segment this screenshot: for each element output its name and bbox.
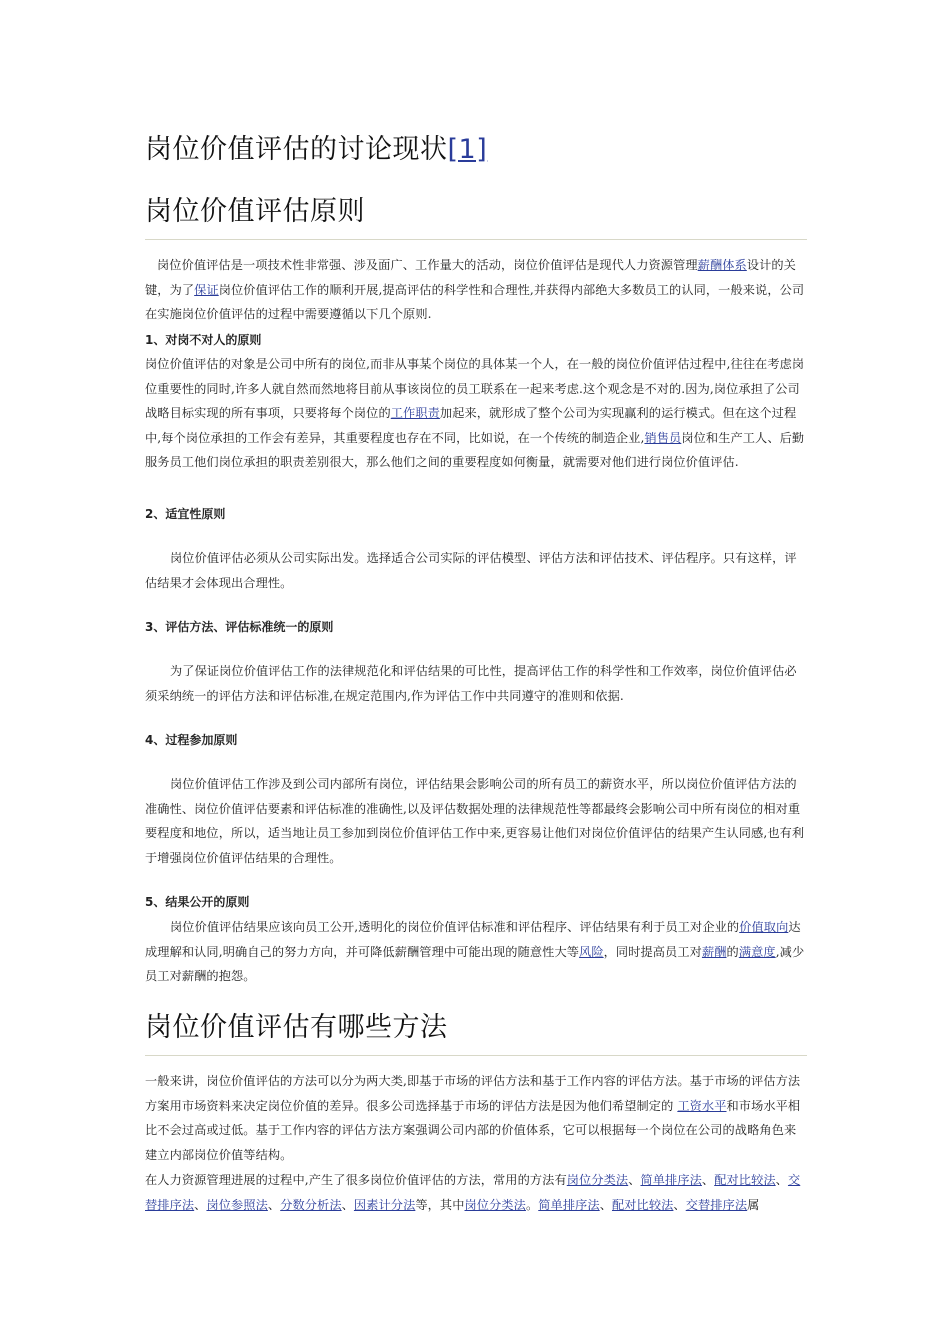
principle-3-heading: 3、评估方法、评估标准统一的原则 <box>145 620 334 634</box>
link-factor-scoring[interactable]: 因素计分法 <box>353 1197 416 1212</box>
link-salesperson[interactable]: 销售员 <box>644 430 682 445</box>
divider <box>145 1055 807 1056</box>
title-text: 岗位价值评估的讨论现状 <box>145 134 448 165</box>
link-wage-level[interactable]: 工资水平 <box>677 1098 727 1113</box>
link-guarantee[interactable]: 保证 <box>194 282 219 297</box>
principle-3-text: 为了保证岗位价值评估工作的法律规范化和评估结果的可比性，提高评估工作的科学性和工作效率，岗位价值评估必须采纳统一的评估方法和评估标准,在规定范围内,作为评估工作中共同遵守的准则和依据. <box>145 664 797 703</box>
methods-paragraph: 一般来讲，岗位价值评估的方法可以分为两大类,即基于市场的评估方法和基于工作内容的评估方法。基于市场的评估方法方案用市场资料来决定岗位价值的差异。很多公司选择基于市场的评估方法是因为他们希望制定的 工资水平和市场水平相比不会过高或过低。基于工作内容的评估方法方案强调公司内部的价值体系，它可以根据每一个岗位在公司的战略角色来建立内部岗位价值等结构。 <box>145 1074 801 1162</box>
principle-5-heading: 5、结果公开的原则 <box>145 895 250 909</box>
link-salary-system[interactable]: 薪酬体系 <box>697 258 747 272</box>
principle-1-heading: 1、对岗不对人的原则 <box>145 333 262 347</box>
link-value-orientation[interactable]: 价值取向 <box>739 920 789 934</box>
methods-list-paragraph: 在人力资源管理进展的过程中,产生了很多岗位价值评估的方法，常用的方法有岗位分类法、简单排序法、配对比较法、交替排序法、岗位参照法、分数分析法、因素计分法等，其中岗位分类法。简单排序法、配对比较法、交替排序法属 <box>145 1173 801 1212</box>
principle-4-text: 岗位价值评估工作涉及到公司内部所有岗位，评估结果会影响公司的所有员工的薪资水平，所以岗位价值评估方法的准确性、岗位价值评估要素和评估标准的准确性,以及评估数据处理的法律规范性等都最终会影响公司中所有岗位的相对重要程度和地位，所以，适当地让员工参加到岗位价值评估工作中来,更容易让他们对岗位价值评估的结果产生认同感,也有利于增强岗位价值评估结果的合理性。 <box>145 777 805 865</box>
intro-paragraph: 岗位价值评估是一项技术性非常强、涉及面广、工作量大的活动，岗位价值评估是现代人力资源管理薪酬体系设计的关键，为了保证岗位价值评估工作的顺利开展,提高评估的科学性和合理性,并获得内部绝大多数员工的认同，一般来说，公司在实施岗位价值评估的过程中需要遵循以下几个原则. <box>145 258 805 321</box>
principle-4-heading: 4、过程参加原则 <box>145 733 238 747</box>
link-paired-comparison[interactable]: 配对比较法 <box>714 1173 776 1187</box>
section-title-research-status <box>145 133 487 167</box>
link-point-analysis[interactable]: 分数分析法 <box>280 1197 342 1212</box>
reference-link[interactable]: [1] <box>447 134 488 165</box>
principle-1-text: 岗位价值评估的对象是公司中所有的岗位,而非从事某个岗位的具体某一个人，在一般的岗位价值评估过程中,往往在考虑岗位重要性的同时,许多人就自然而然地将目前从事该岗位的员工联系在一起来考虑.这个观念是不对的.因为,岗位承担了公司战略目标实现的所有事项，只要将每个岗位的工作职责加起来，就形成了整个公司为实现赢利的运行模式。但在这个过程中,每个岗位承担的工作会有差异，其重要程度也存在不同，比如说，在一个传统的制造企业,销售员岗位和生产工人、后勤服务员工他们岗位承担的职责差别很大，那么他们之间的重要程度如何衡量，就需要对他们进行岗位价值评估. <box>145 357 805 469</box>
link-job-classification-2[interactable]: 岗位分类法 <box>464 1197 526 1212</box>
principle-2-heading: 2、适宜性原则 <box>145 507 226 521</box>
link-job-classification[interactable]: 岗位分类法 <box>566 1173 629 1187</box>
link-simple-ranking-2[interactable]: 简单排序法 <box>538 1197 600 1212</box>
divider <box>145 239 807 240</box>
link-alternation-ranking[interactable]: 交替排序法 <box>145 1173 801 1212</box>
link-salary[interactable]: 薪酬 <box>701 944 727 959</box>
link-satisfaction[interactable]: 满意度 <box>738 944 776 959</box>
section-title-principles: 岗位价值评估原则 <box>145 196 365 227</box>
section-title-methods: 岗位价值评估有哪些方法 <box>145 1012 448 1043</box>
link-simple-ranking[interactable]: 简单排序法 <box>640 1173 702 1187</box>
link-alternation-ranking-2[interactable]: 交替排序法 <box>685 1197 748 1212</box>
link-job-duties[interactable]: 工作职责 <box>390 406 440 420</box>
link-job-reference[interactable]: 岗位参照法 <box>206 1197 268 1212</box>
principle-5-text: 岗位价值评估结果应该向员工公开,透明化的岗位价值评估标准和评估程序、评估结果有利于员工对企业的价值取向达成理解和认同,明确自己的努力方向，并可降低薪酬管理中可能出现的随意性大等风险，同时提高员工对薪酬的满意度,减少员工对薪酬的抱怨。 <box>145 920 805 983</box>
principle-2-text: 岗位价值评估必须从公司实际出发。选择适合公司实际的评估模型、评估方法和评估技术、评估程序。只有这样，评估结果才会体现出合理性。 <box>145 551 797 590</box>
link-risk[interactable]: 风险 <box>579 944 604 959</box>
link-paired-comparison-2[interactable]: 配对比较法 <box>611 1197 674 1212</box>
